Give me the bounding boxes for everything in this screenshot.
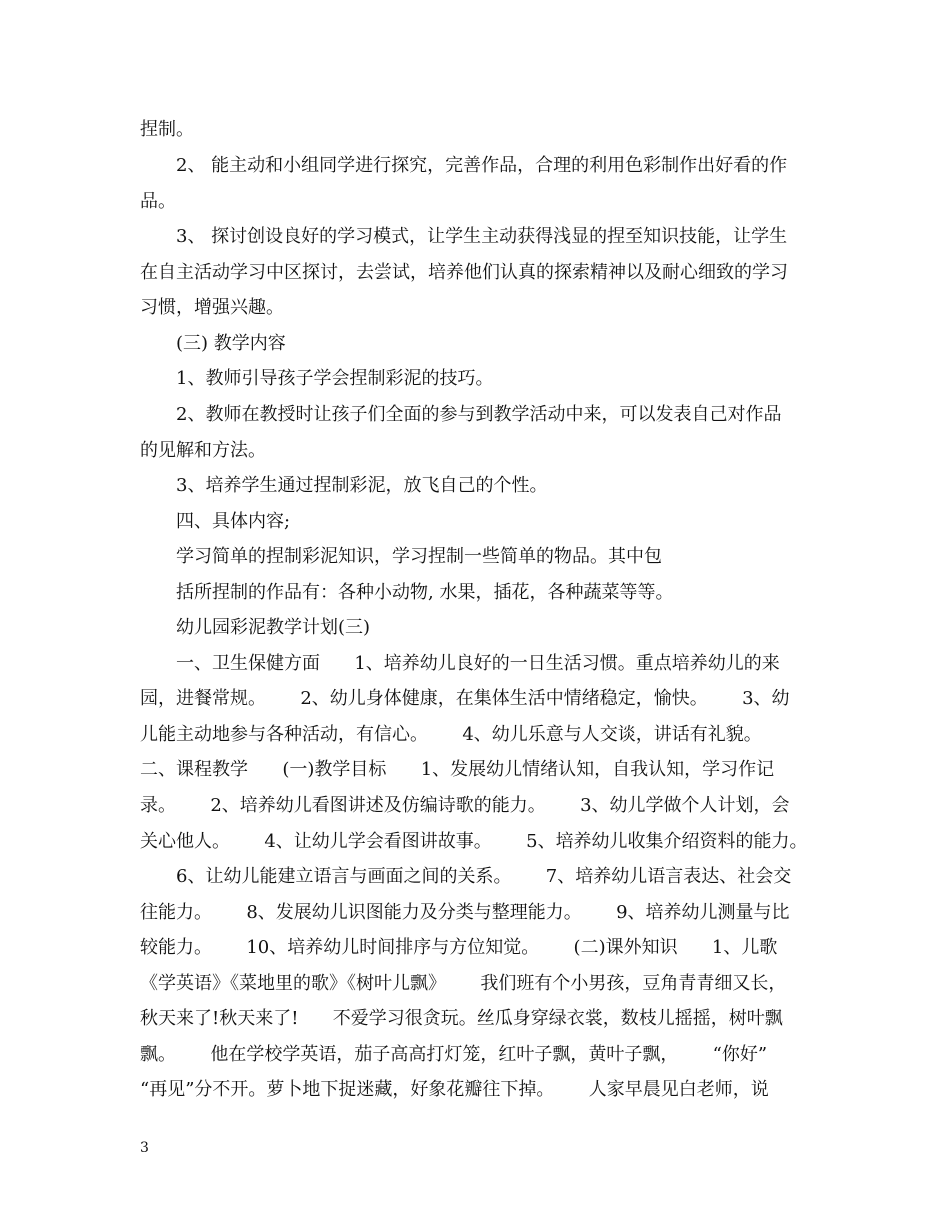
text-line: 秋天来了!秋天来了! 不爱学习很贪玩。丝瓜身穿绿衣裳，数枝儿摇摇，树叶飘 [140,1008,783,1029]
text-line: 在自主活动学习中区探讨，去尝试，培养他们认真的探索精神以及耐心细致的学习 [140,262,788,283]
text-line: 往能力。 8、发展幼儿识图能力及分类与整理能力。 9、培养幼儿测量与比 [140,902,790,923]
text-line: 3、培养学生通过捏制彩泥，放飞自己的个性。 [176,475,548,496]
text-line: 学习简单的捏制彩泥知识，学习捏制一些简单的物品。其中包 [176,546,662,567]
section-heading: 四、具体内容; [176,511,291,532]
text-line: 录。 2、培养幼儿看图讲述及仿编诗歌的能力。 3、幼儿学做个人计划，会 [140,795,790,816]
section-heading: (三) 教学内容 [176,333,286,354]
text-line: “再见”分不开。萝卜地下捉迷藏，好象花瓣往下掉。 人家早晨见白老师，说 [140,1079,769,1100]
text-line: 3、 探讨创设良好的学习模式，让学生主动获得浅显的捏至知识技能，让学生 [176,226,788,247]
section-heading: 幼儿园彩泥教学计划(三) [176,617,371,638]
text-line: 6、让幼儿能建立语言与画面之间的关系。 7、培养幼儿语言表达、社会交 [176,866,792,887]
text-line: 捏制。 [140,119,194,140]
text-line: 《学英语》《菜地里的歌》《树叶儿飘》 我们班有个小男孩，豆角青青细又长， [140,973,787,994]
text-line: 园，进餐常规。 2、幼儿身体健康，在集体生活中情绪稳定，愉快。 3、幼 [140,688,790,709]
text-line: 括所捏制的作品有：各种小动物, 水果，插花，各种蔬菜等等。 [176,582,674,603]
text-line: 品。 [140,191,176,212]
text-line: 2、 能主动和小组同学进行探究，完善作品，合理的利用色彩制作出好看的作 [176,155,788,176]
text-line: 习惯，增强兴趣。 [140,297,284,318]
text-line: 较能力。 10、培养幼儿时间排序与方位知觉。 (二)课外知识 1、儿歌 [140,937,778,958]
text-line: 1、教师引导孩子学会捏制彩泥的技巧。 [176,368,494,389]
page-number: 3 [140,1140,149,1156]
text-line: 关心他人。 4、让幼儿学会看图讲故事。 5、培养幼儿收集介绍资料的能力。 [140,831,808,852]
text-line: 飘。 他在学校学英语，茄子高高打灯笼，红叶子飘，黄叶子飘， “你好” [140,1044,768,1065]
text-line: 2、教师在教授时让孩子们全面的参与到教学活动中来，可以发表自己对作品 [176,404,782,425]
text-line: 的见解和方法。 [140,440,266,461]
text-line: 一、卫生保健方面 1、培养幼儿良好的一日生活习惯。重点培养幼儿的来 [176,653,780,674]
text-line: 儿能主动地参与各种活动，有信心。 4、幼儿乐意与人交谈，讲话有礼貌。 [140,724,762,745]
text-line: 二、课程教学 (一)教学目标 1、发展幼儿情绪认知，自我认知，学习作记 [140,759,775,780]
